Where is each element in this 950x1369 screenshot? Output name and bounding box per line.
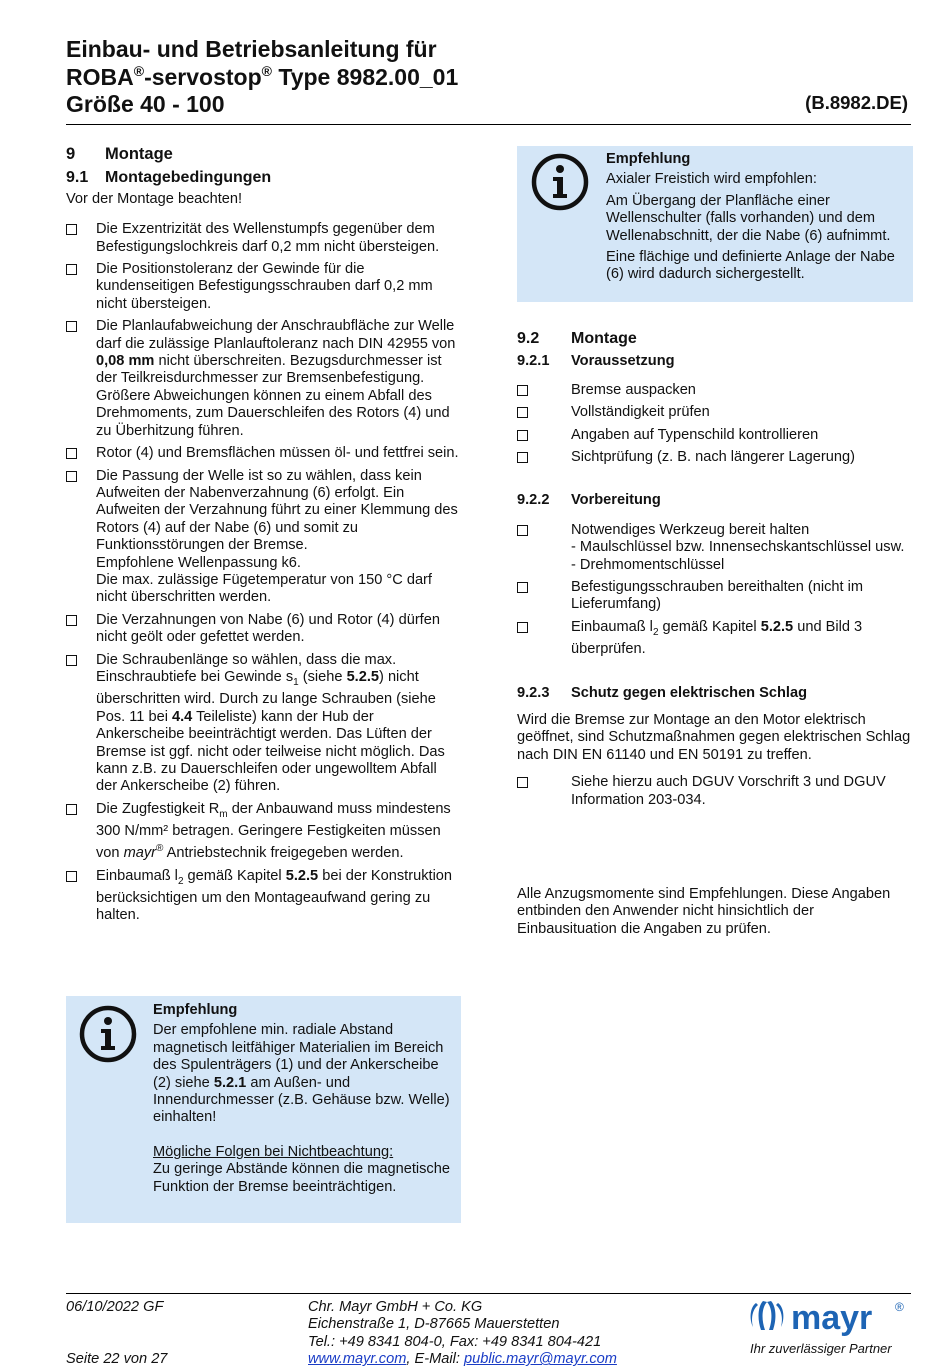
section-9-heading	[66, 146, 461, 163]
item-text: Die Zugfestigkeit R	[96, 800, 220, 817]
electric-shock-list	[517, 774, 913, 809]
checkbox-icon	[517, 430, 528, 441]
tagline: Ihr zuverlässiger Partner	[750, 1341, 892, 1356]
brand-name: mayr	[123, 845, 157, 862]
item-emphasis: 0,08 mm	[96, 353, 155, 370]
note-text: Am Übergang der Planfläche einer Wellenschulter (falls vorhanden) und dem Wellenabschnitt, der die Nabe (6) aufnimmt.	[606, 192, 891, 244]
recommendation-note-left	[66, 996, 461, 1223]
right-column	[517, 330, 913, 814]
item-text: der Anbauwand muss mindestens 300 N/mm² betragen. Geringere Festigkeiten müssen von	[96, 800, 451, 862]
list-item	[66, 868, 461, 925]
item-text: Die Planlaufabweichung der Anschraubfläche zur Welle darf die zulässige Planlauftoleranz nach DIN 42955 von	[96, 318, 456, 352]
checkbox-icon	[517, 385, 528, 396]
document-title	[66, 36, 458, 119]
chapter-ref: 4.4	[172, 708, 193, 725]
email-label: , E-Mail:	[406, 1351, 464, 1368]
chapter-ref: 5.2.5	[346, 668, 380, 685]
checkbox-icon	[66, 615, 77, 626]
checkbox-icon	[66, 224, 77, 235]
item-text: Die Positionstoleranz der Gewinde für die kundenseitigen Befestigungsschrauben darf 0,2 mm nicht übersteigen.	[96, 261, 433, 312]
product-name-part: -servostop	[144, 63, 262, 90]
item-text: - Maulschlüssel bzw. Innensechskantschlüssel usw.	[571, 539, 905, 556]
left-column	[66, 146, 461, 930]
header-rule	[66, 124, 911, 125]
section-number: 9	[66, 145, 76, 163]
section-title: Vorbereitung	[571, 492, 661, 509]
company-address: Eichenstraße 1, D-87665 Mauerstetten	[308, 1316, 560, 1333]
section-number: 9.2.1	[517, 353, 550, 370]
checkbox-icon	[517, 407, 528, 418]
product-name-part: ROBA	[66, 63, 134, 90]
note-subheading: Mögliche Folgen bei Nichtbeachtung:	[153, 1143, 394, 1160]
section-9-2-2-heading	[517, 492, 913, 509]
footer-company-info	[308, 1299, 728, 1369]
section-9-2-heading	[517, 330, 913, 347]
section-number: 9.1	[66, 169, 89, 187]
list-item	[517, 427, 913, 444]
checkbox-icon	[517, 582, 528, 593]
list-item	[517, 382, 913, 399]
note-text-part: Der empfohlene min. radiale Abstand magnetisch leitfähiger Materialien im Bereich des Spulenträgers (1) und der Ankerscheibe (2) siehe	[153, 1022, 444, 1091]
subscript: 1	[293, 676, 299, 688]
item-text: Vollständigkeit prüfen	[571, 404, 710, 421]
list-item	[66, 612, 461, 647]
checkbox-icon	[517, 525, 528, 536]
document-number: (B.8982.DE)	[805, 92, 908, 113]
note-text: Zu geringe Abstände können die magnetische Funktion der Bremse beeinträchtigen.	[153, 1161, 450, 1195]
list-item	[66, 801, 461, 863]
subscript: 2	[652, 626, 659, 638]
chapter-ref: 5.2.5	[285, 867, 319, 884]
registered-mark: ®	[261, 62, 272, 79]
company-contact	[308, 1351, 728, 1368]
note-content	[606, 151, 906, 284]
checkbox-icon	[66, 448, 77, 459]
section-number: 9.2	[517, 330, 540, 347]
title-line-2	[66, 64, 458, 92]
item-text: Rotor (4) und Bremsflächen müssen öl- und fettfrei sein.	[96, 445, 459, 462]
list-item	[517, 522, 913, 574]
montage-conditions-list	[66, 221, 461, 925]
product-type: Type 8982.00_01	[271, 63, 459, 90]
website-link[interactable]: www.mayr.com	[308, 1351, 407, 1368]
item-text: (siehe	[298, 668, 347, 685]
note-text: Eine flächige und definierte Anlage der Nabe (6) wird dadurch sichergestellt.	[606, 249, 895, 283]
item-text: Einbaumaß l	[571, 618, 653, 635]
item-text: Notwendiges Werkzeug bereit halten	[571, 521, 810, 538]
item-text: Siehe hierzu auch DGUV Vorschrift 3 und DGUV Information 203-034.	[571, 774, 886, 808]
list-item	[517, 449, 913, 466]
footer-rule	[66, 1293, 911, 1294]
note-content	[153, 1002, 453, 1196]
item-text: gemäß Kapitel	[183, 867, 286, 884]
subscript: 2	[177, 875, 184, 887]
item-text: und Bild 3 überprüfen.	[571, 618, 863, 658]
item-text: Befestigungsschrauben bereithalten (nicht im Lieferumfang)	[571, 579, 864, 613]
list-item	[517, 774, 913, 809]
item-text: Die Schraubenlänge so wählen, dass die max. Einschraubtiefe bei Gewinde s	[96, 651, 397, 685]
email-link[interactable]: public.mayr@mayr.com	[463, 1351, 617, 1368]
title-line-1: Einbau- und Betriebsanleitung für	[66, 36, 437, 62]
list-item	[66, 318, 461, 440]
checkbox-icon	[66, 264, 77, 275]
list-item	[66, 261, 461, 313]
note-text: Axialer Freistich wird empfohlen:	[606, 171, 817, 188]
logo-registered-mark: ®	[895, 1300, 904, 1314]
list-item	[517, 404, 913, 421]
item-text: Empfohlene Wellenpassung k6.	[96, 554, 301, 571]
preparation-list	[517, 522, 913, 659]
section-9-2-3-heading	[517, 685, 913, 702]
registered-mark: ®	[133, 62, 145, 79]
item-text: bei der Konstruktion berücksichtigen um den Montageaufwand gering zu halten.	[96, 867, 453, 924]
recommendation-note-right	[517, 146, 913, 302]
logo-wordmark: mayr	[791, 1299, 873, 1337]
chapter-ref: 5.2.5	[760, 618, 794, 635]
checkbox-icon	[517, 777, 528, 788]
item-text: Die Passung der Welle ist so zu wählen, dass kein Aufweiten der Nabenverzahnung (6) erfolgt. Ein Aufweiten der Verzahnung führt zu einer Klemmung des Rotors (4) auf der Nabe (6) und somit zu Funktionsstörungen der Bremse.	[96, 467, 458, 554]
item-text: gemäß Kapitel	[658, 618, 761, 635]
checkbox-icon	[66, 321, 77, 332]
checkbox-icon	[66, 471, 77, 482]
section-title: Montagebedingungen	[105, 169, 272, 187]
item-text: - Drehmomentschlüssel	[571, 556, 725, 573]
list-item	[66, 468, 461, 607]
checkbox-icon	[517, 622, 528, 633]
item-text: ) nicht überschritten wird. Durch zu lange Schrauben (siehe Pos. 11 bei	[96, 668, 436, 725]
electric-shock-paragraph: Wird die Bremse zur Montage an den Motor elektrisch geöffnet, sind Schutzmaßnahmen gegen elektrischen Schlag nach DIN EN 61140 und EN 50191 zu treffen.	[517, 712, 911, 763]
item-text: Bremse auspacken	[571, 381, 696, 398]
subscript: m	[219, 808, 228, 820]
info-icon	[530, 152, 590, 212]
footer-date: 06/10/2022 GF	[66, 1299, 164, 1315]
item-text: Teileliste) kann der Hub der Ankerscheibe beeinträchtigt werden. Das Lüften der Bremse ist ggf. nicht oder teilweise nicht möglich. Das kann z.B. zu Dauerschleifen oder ungewolltem Abfall der Ankerscheibe (2) führen.	[96, 708, 445, 795]
item-text: Größere Abweichungen können zu einem Abfall des Drehmoments, zum Dauerschleifen des Rotors (4) und zu Überhitzung führen.	[96, 387, 450, 439]
checkbox-icon	[66, 655, 77, 666]
list-item	[66, 221, 461, 256]
item-text: Angaben auf Typenschild kontrollieren	[571, 426, 819, 443]
chapter-ref: 5.2.1	[213, 1074, 247, 1091]
section-9-1-heading	[66, 169, 461, 186]
item-text: Einbaumaß l	[96, 867, 178, 884]
intro-text: Vor der Montage beachten!	[66, 190, 243, 207]
footer-page-number: Seite 22 von 27	[66, 1351, 168, 1367]
item-text: Die Exzentrizität des Wellenstumpfs gegenüber dem Befestigungslochkreis darf 0,2 mm nicht übersteigen.	[96, 221, 440, 255]
list-item	[66, 652, 461, 796]
title-line-3: Größe 40 - 100	[66, 91, 225, 117]
note-text-part: am Außen- und Innendurchmesser (z.B. Gehäuse bzw. Welle) einhalten!	[153, 1074, 450, 1126]
item-text: Die max. zulässige Fügetemperatur von 150 °C darf nicht überschritten werden.	[96, 571, 432, 606]
list-item	[517, 619, 913, 659]
item-text: Sichtprüfung (z. B. nach längerer Lagerung)	[571, 449, 855, 466]
section-9-2-1-heading	[517, 353, 913, 370]
section-title: Montage	[105, 145, 173, 163]
registered-mark: ®	[156, 843, 164, 855]
torque-note: Alle Anzugsmomente sind Empfehlungen. Diese Angaben entbinden den Anwender nicht hinsichtlich der Einbausituation die Angaben zu prüfen.	[517, 886, 891, 937]
note-heading: Empfehlung	[153, 1002, 238, 1018]
requirements-list	[517, 382, 913, 467]
section-title: Montage	[571, 330, 637, 347]
checkbox-icon	[517, 452, 528, 463]
item-text: Antriebstechnik freigegeben werden.	[163, 845, 404, 862]
list-item	[517, 579, 913, 614]
checkbox-icon	[66, 804, 77, 815]
list-item	[66, 445, 461, 462]
checkbox-icon	[66, 871, 77, 882]
section-number: 9.2.2	[517, 492, 550, 509]
section-title: Voraussetzung	[571, 353, 675, 370]
section-title: Schutz gegen elektrischen Schlag	[571, 684, 808, 701]
item-text: Die Verzahnungen von Nabe (6) und Rotor (4) dürfen nicht geölt oder gefettet werden.	[96, 611, 440, 646]
item-text: nicht überschreiten. Bezugsdurchmesser ist der Teilkreisdurchmesser zur Bremsenbefestigung.	[96, 353, 442, 387]
note-text	[153, 1022, 453, 1126]
company-phone: Tel.: +49 8341 804-0, Fax: +49 8341 804-421	[308, 1333, 602, 1350]
section-number: 9.2.3	[517, 684, 550, 701]
mayr-logo	[749, 1297, 909, 1341]
note-heading: Empfehlung	[606, 151, 691, 167]
info-icon	[78, 1004, 138, 1064]
company-name: Chr. Mayr GmbH + Co. KG	[308, 1299, 483, 1315]
